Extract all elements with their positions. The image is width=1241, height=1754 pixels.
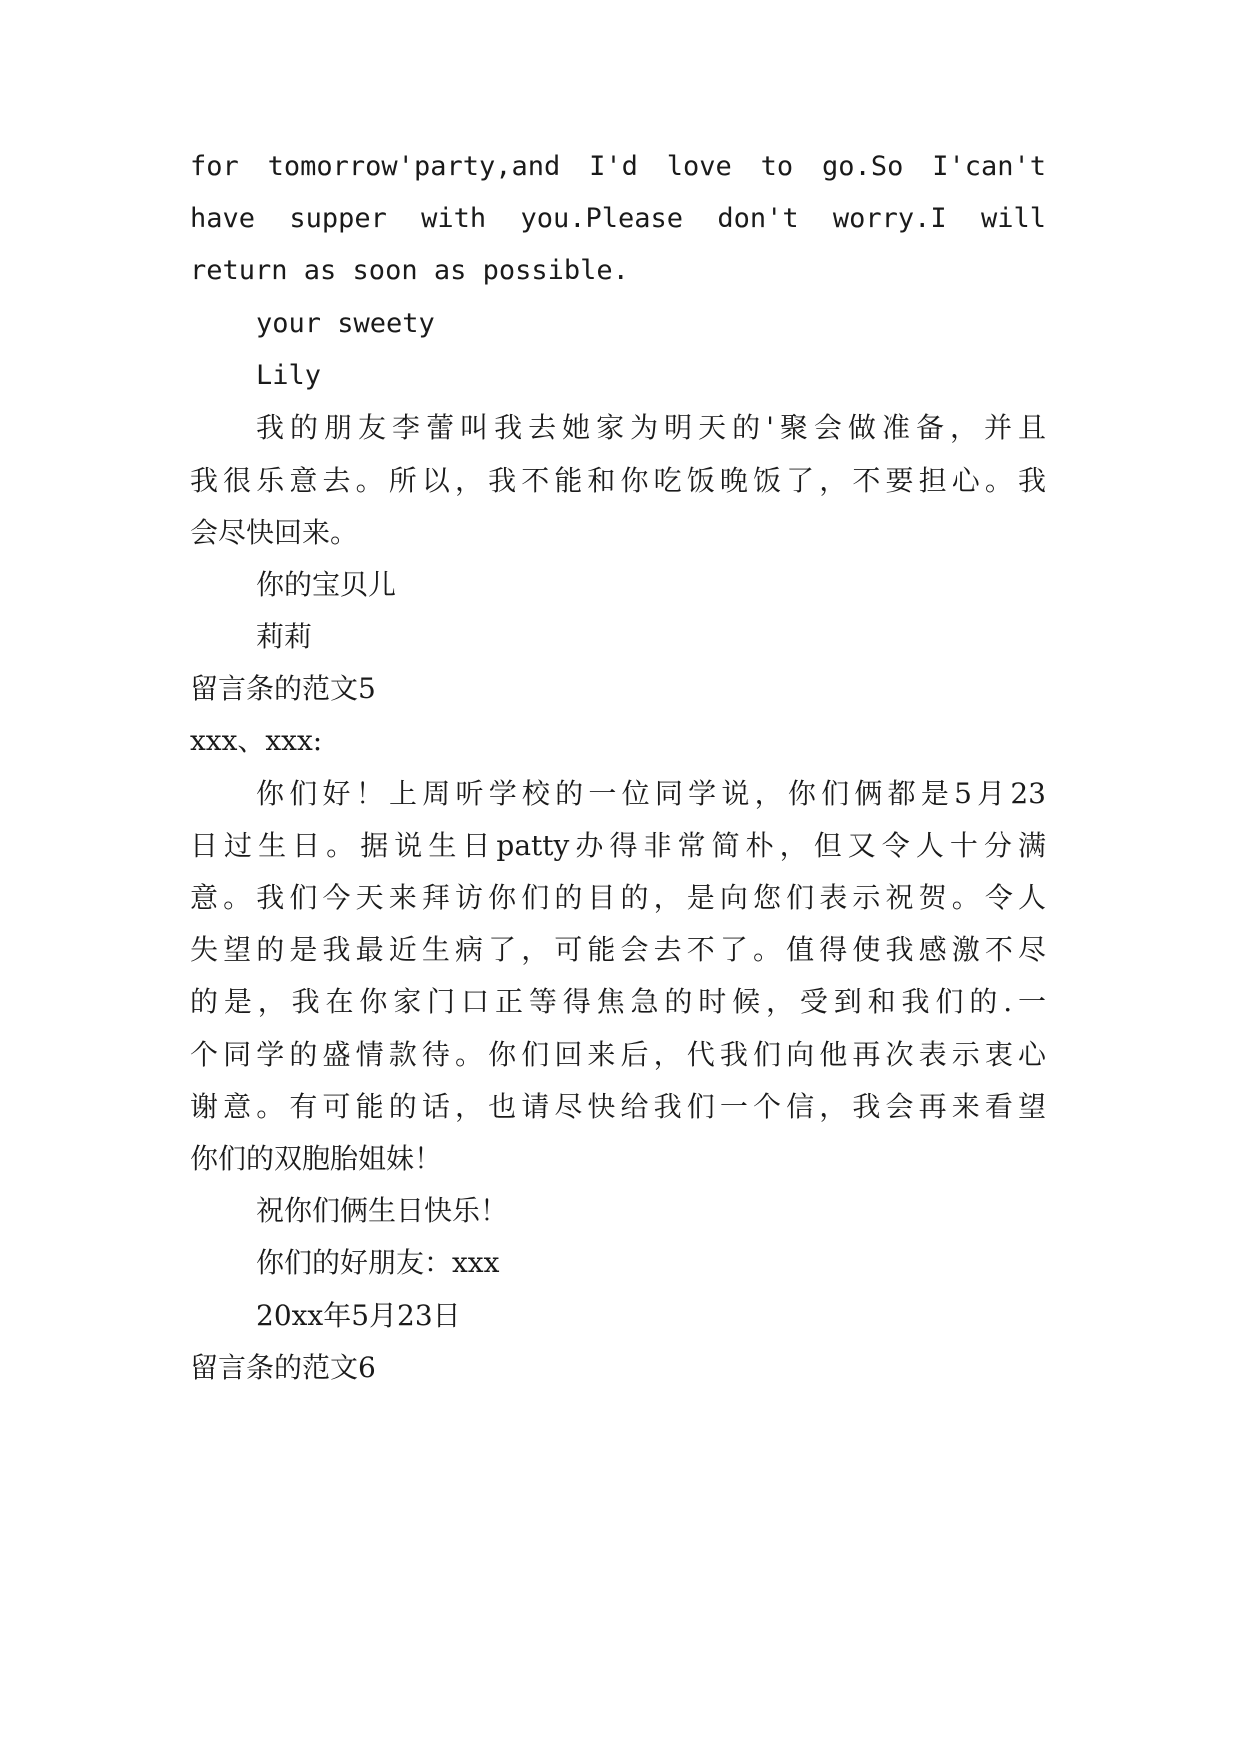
chinese-note-closing: 你的宝贝儿 — [256, 568, 397, 601]
section-5-body-line-2: 日过生日。据说生日patty办得非常简朴，但又令人十分满 — [190, 829, 1046, 862]
section-6-heading: 留言条的范文6 — [190, 1351, 376, 1384]
section-5-body-line-4: 失望的是我最近生病了，可能会去不了。值得使我感激不尽 — [190, 933, 1046, 966]
english-note-line-3: return as soon as possible. — [190, 255, 629, 286]
section-5-body-line-7: 谢意。有可能的话，也请尽快给我们一个信，我会再来看望 — [190, 1090, 1046, 1123]
section-5-salutation: xxx、xxx: — [190, 724, 323, 757]
section-5-sender: 你们的好朋友：xxx — [256, 1246, 500, 1279]
section-5-heading: 留言条的范文5 — [190, 672, 376, 705]
english-note-line-2: have supper with you.Please don't worry.I will — [190, 203, 1046, 234]
chinese-note-signature: 莉莉 — [256, 620, 313, 653]
section-5-body-line-8: 你们的双胞胎姐妹！ — [190, 1142, 443, 1175]
section-5-body-line-1: 你们好！上周听学校的一位同学说，你们俩都是5月23 — [256, 777, 1046, 810]
section-5-wish: 祝你们俩生日快乐！ — [256, 1194, 509, 1227]
english-note-line-1: for tomorrow'party,and I'd love to go.So I'can't — [190, 151, 1046, 182]
section-5-body-line-5: 的是，我在你家门口正等得焦急的时候，受到和我们的.一 — [190, 985, 1046, 1018]
chinese-note-line-2: 我很乐意去。所以，我不能和你吃饭晚饭了，不要担心。我 — [190, 464, 1046, 497]
english-note-signature: Lily — [256, 360, 322, 391]
english-note-closing: your sweety — [256, 308, 435, 339]
chinese-note-line-3: 会尽快回来。 — [190, 516, 359, 549]
chinese-note-line-1: 我的朋友李蕾叫我去她家为明天的'聚会做准备，并且 — [256, 411, 1046, 444]
section-5-body-line-6: 个同学的盛情款待。你们回来后，代我们向他再次表示衷心 — [190, 1038, 1046, 1071]
section-5-date: 20xx年5月23日 — [256, 1299, 461, 1332]
section-5-body-line-3: 意。我们今天来拜访你们的目的，是向您们表示祝贺。令人 — [190, 881, 1046, 914]
